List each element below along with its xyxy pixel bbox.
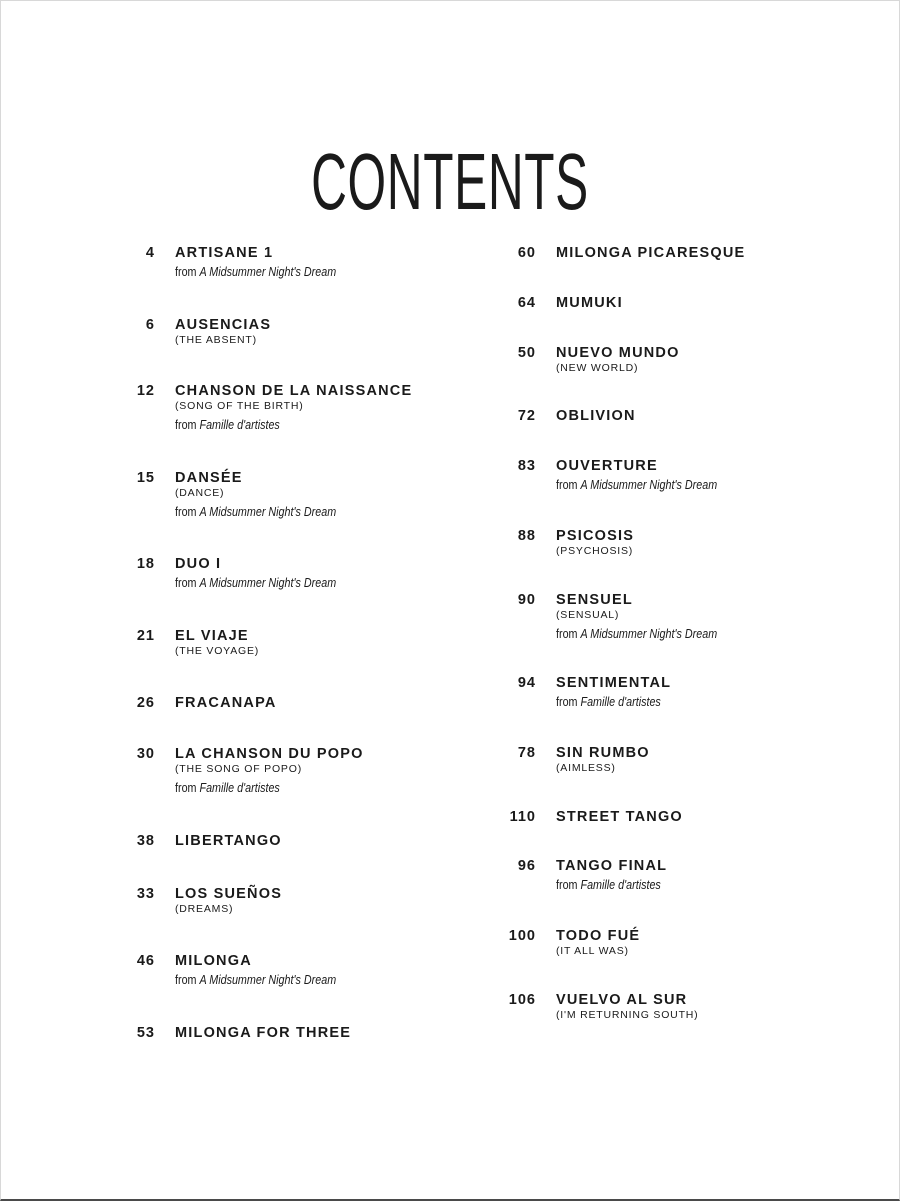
page-number: 60: [517, 245, 536, 261]
page-number: 18: [136, 556, 155, 572]
page-number: 26: [136, 695, 155, 711]
song-title: OBLIVION: [556, 408, 636, 424]
page-number: 78: [517, 745, 536, 761]
page-number: 53: [136, 1025, 155, 1041]
page-number: 38: [136, 833, 155, 849]
source-work-title: A Midsummer Night's Dream: [199, 505, 337, 519]
page-number: 46: [136, 953, 155, 969]
toc-entry: [136, 382, 413, 433]
toc-entry: [136, 555, 362, 591]
source-work: [556, 877, 661, 893]
page-number: 4: [145, 245, 155, 261]
song-title: SIN RUMBO: [556, 745, 650, 761]
page-number: 94: [517, 675, 536, 691]
page-number: 21: [136, 628, 155, 644]
song-title: TODO FUÉ: [556, 928, 641, 944]
song-title: CHANSON DE LA NAISSANCE: [175, 383, 413, 399]
toc-entry: [517, 244, 746, 262]
song-translation: (DANCE): [175, 487, 225, 499]
song-title: FRACANAPA: [175, 695, 277, 711]
song-translation: (IT ALL WAS): [556, 945, 629, 957]
toc-entry: [508, 927, 641, 958]
page-number: 30: [136, 746, 155, 762]
toc-entry: [517, 294, 623, 312]
song-title: STREET TANGO: [556, 809, 683, 825]
song-title: OUVERTURE: [556, 458, 658, 474]
source-prefix: from: [556, 627, 578, 641]
page-number: 106: [508, 992, 536, 1008]
source-work: [556, 694, 661, 710]
toc-entry: [517, 407, 636, 425]
page-number: 15: [136, 470, 155, 486]
source-work-title: Famille d'artistes: [199, 418, 280, 432]
source-work: [175, 972, 336, 988]
source-work-title: A Midsummer Night's Dream: [199, 973, 337, 987]
toc-entry: [136, 1024, 352, 1042]
toc-entry: [508, 991, 699, 1022]
toc-entry: [517, 591, 743, 642]
song-title: NUEVO MUNDO: [556, 345, 680, 361]
song-title: SENSUEL: [556, 592, 633, 608]
song-title: PSICOSIS: [556, 528, 635, 544]
toc-entry: [136, 952, 362, 988]
song-translation: (AIMLESS): [556, 762, 616, 774]
toc-entry: [136, 832, 282, 850]
song-title: MILONGA: [175, 953, 252, 969]
song-translation: (NEW WORLD): [556, 362, 639, 374]
song-title: DANSÉE: [175, 470, 243, 486]
toc-entry: [145, 316, 272, 347]
song-translation: (SONG OF THE BIRTH): [175, 400, 304, 412]
source-work-title: A Midsummer Night's Dream: [199, 265, 337, 279]
source-prefix: from: [556, 878, 578, 892]
song-title: MUMUKI: [556, 295, 623, 311]
toc-entry: [136, 885, 283, 916]
toc-entry: [517, 457, 743, 493]
song-title: MILONGA FOR THREE: [175, 1025, 352, 1041]
toc-entry: [517, 527, 635, 558]
page-number: 64: [517, 295, 536, 311]
page-number: 72: [517, 408, 536, 424]
toc-entry: [136, 694, 277, 712]
toc-entry: [517, 744, 650, 775]
source-work: [175, 264, 336, 280]
song-title: ARTISANE 1: [175, 245, 274, 261]
song-title: DUO I: [175, 556, 222, 572]
song-title: LIBERTANGO: [175, 833, 282, 849]
source-work: [175, 575, 336, 591]
song-translation: (SENSUAL): [556, 609, 620, 621]
song-translation: (THE ABSENT): [175, 334, 257, 346]
source-work-title: Famille d'artistes: [199, 781, 280, 795]
source-prefix: from: [556, 478, 578, 492]
source-prefix: from: [175, 973, 197, 987]
toc-entry: [136, 745, 364, 796]
page-number: 83: [517, 458, 536, 474]
source-work-title: Famille d'artistes: [580, 695, 661, 709]
page-number: 50: [517, 345, 536, 361]
song-translation: (PSYCHOSIS): [556, 545, 634, 557]
toc-entry: [517, 674, 678, 710]
source-prefix: from: [175, 265, 197, 279]
source-work: [175, 780, 337, 796]
page-number: 96: [517, 858, 536, 874]
source-work-title: Famille d'artistes: [580, 878, 661, 892]
source-work-title: A Midsummer Night's Dream: [580, 627, 718, 641]
page-number: 33: [136, 886, 155, 902]
source-work-title: A Midsummer Night's Dream: [580, 478, 718, 492]
toc-entry: [136, 469, 362, 520]
page-title: CONTENTS: [311, 136, 589, 226]
song-title: LOS SUEÑOS: [175, 886, 283, 902]
source-prefix: from: [175, 505, 197, 519]
song-title: VUELVO AL SUR: [556, 992, 688, 1008]
song-title: TANGO FINAL: [556, 858, 668, 874]
source-work: [175, 504, 336, 520]
source-work: [556, 477, 717, 493]
page-number: 12: [136, 383, 155, 399]
song-translation: (I'M RETURNING SOUTH): [556, 1009, 699, 1021]
page-number: 88: [517, 528, 536, 544]
toc-entry: [509, 808, 683, 826]
source-work-title: A Midsummer Night's Dream: [199, 576, 337, 590]
toc-entry: [136, 627, 260, 658]
source-prefix: from: [556, 695, 578, 709]
song-title: SENTIMENTAL: [556, 675, 672, 691]
song-translation: (THE SONG OF POPO): [175, 763, 302, 775]
source-prefix: from: [175, 576, 197, 590]
toc-entry: [517, 344, 680, 375]
song-title: EL VIAJE: [175, 628, 249, 644]
source-work: [556, 626, 717, 642]
source-prefix: from: [175, 781, 197, 795]
song-title: LA CHANSON DU POPO: [175, 746, 364, 762]
page-number: 90: [517, 592, 536, 608]
page-number: 6: [145, 317, 155, 333]
song-translation: (THE VOYAGE): [175, 645, 260, 657]
song-title: AUSENCIAS: [175, 317, 272, 333]
song-translation: (DREAMS): [175, 903, 234, 915]
toc-entry: [517, 857, 678, 893]
page-number: 100: [508, 928, 536, 944]
source-work: [175, 417, 379, 433]
song-title: MILONGA PICARESQUE: [556, 245, 746, 261]
toc-entry: [145, 244, 362, 280]
source-prefix: from: [175, 418, 197, 432]
page-number: 110: [509, 809, 536, 825]
